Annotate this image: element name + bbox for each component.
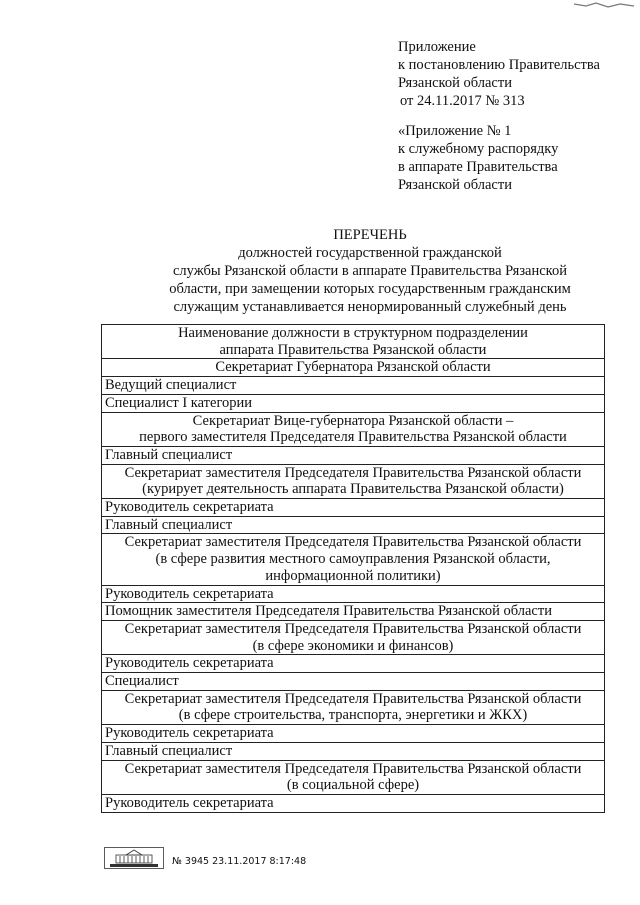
document-subtitle-line: должностей государственной гражданской [238, 245, 502, 261]
section-title-cell [102, 690, 605, 724]
section-row [102, 412, 605, 446]
position-name-cell [102, 603, 605, 621]
appendix-quote-line: к служебному распорядку [398, 141, 559, 157]
position-row [102, 673, 605, 691]
position-name-cell [102, 499, 605, 517]
table-header-cell [102, 325, 605, 359]
position-row [102, 794, 605, 812]
cell-text-line: Специалист [105, 673, 179, 690]
position-row [102, 725, 605, 743]
section-title-cell [102, 760, 605, 794]
position-row [102, 585, 605, 603]
section-row [102, 760, 605, 794]
section-title-cell [102, 534, 605, 585]
positions-table-body [102, 325, 605, 813]
position-row [102, 446, 605, 464]
cell-text-line: аппарата Правительства Рязанской области [219, 341, 487, 358]
cell-text-line: (в сфере экономики и финансов) [252, 637, 454, 654]
appendix-block [398, 38, 600, 194]
position-row [102, 499, 605, 517]
cell-text-line: Руководитель секретариата [105, 725, 274, 742]
document-heading [100, 226, 640, 316]
position-row [102, 655, 605, 673]
document-subtitle-line: области, при замещении которых государственным гражданским [169, 281, 571, 297]
scan-edge-mark [574, 2, 634, 8]
cell-text-line: (в сфере строительства, транспорта, энергетики и ЖКХ) [178, 707, 528, 724]
section-title-cell [102, 620, 605, 654]
position-name-cell [102, 742, 605, 760]
cell-text-line: Помощник заместителя Председателя Правительства Рязанской области [105, 603, 552, 620]
appendix-date: от 24.11.2017 № 313 [400, 93, 525, 109]
registration-stamp: № 3945 23.11.2017 8:17:48 [172, 856, 307, 867]
cell-text-line: Ведущий специалист [105, 377, 237, 394]
cell-text-line: Главный специалист [105, 446, 233, 463]
appendix-quote-line: «Приложение № 1 [398, 123, 512, 139]
position-row [102, 394, 605, 412]
cell-text-line: Секретариат заместителя Председателя Правительства Рязанской области [124, 690, 582, 707]
government-building-stamp [104, 847, 164, 869]
position-row [102, 603, 605, 621]
appendix-line: Рязанской области [398, 75, 512, 91]
position-name-cell [102, 725, 605, 743]
cell-text-line: Секретариат Губернатора Рязанской области [215, 359, 491, 376]
position-name-cell [102, 446, 605, 464]
position-row [102, 516, 605, 534]
cell-text-line: Секретариат Вице-губернатора Рязанской области – [192, 412, 514, 429]
cell-text-line: Руководитель секретариата [105, 585, 274, 602]
appendix-line: Приложение [398, 39, 476, 55]
cell-text-line: (курирует деятельность аппарата Правительства Рязанской области) [142, 481, 564, 498]
section-row [102, 690, 605, 724]
document-subtitle-line: службы Рязанской области в аппарате Правительства Рязанской [173, 263, 567, 279]
appendix-quote-line: в аппарате Правительства [398, 159, 558, 175]
position-name-cell [102, 673, 605, 691]
cell-text-line: Наименование должности в структурном подразделении [178, 325, 528, 341]
position-row [102, 742, 605, 760]
cell-text-line: Секретариат заместителя Председателя Правительства Рязанской области [124, 620, 582, 637]
cell-text-line: информационной политики) [265, 567, 441, 584]
cell-text-line: (в социальной сфере) [286, 777, 420, 794]
cell-text-line: (в сфере развития местного самоуправления Рязанской области, [155, 551, 551, 568]
section-row [102, 534, 605, 585]
section-row [102, 620, 605, 654]
appendix-line: к постановлению Правительства [398, 57, 600, 73]
cell-text-line: Секретариат заместителя Председателя Правительства Рязанской области [124, 534, 582, 551]
section-title-cell [102, 359, 605, 377]
cell-text-line: Специалист I категории [105, 394, 253, 411]
section-row [102, 359, 605, 377]
cell-text-line: Руководитель секретариата [105, 655, 274, 672]
position-row [102, 377, 605, 395]
cell-text-line: Секретариат заместителя Председателя Правительства Рязанской области [124, 464, 582, 481]
appendix-quote-line: Рязанской области [398, 177, 512, 193]
position-name-cell [102, 394, 605, 412]
position-name-cell [102, 585, 605, 603]
document-subtitle-line: служащим устанавливается ненормированный служебный день [173, 299, 567, 315]
cell-text-line: Главный специалист [105, 516, 233, 533]
document-title: ПЕРЕЧЕНЬ [333, 227, 407, 243]
position-name-cell [102, 794, 605, 812]
table-header-row [102, 325, 605, 359]
cell-text-line: первого заместителя Председателя Правительства Рязанской области [139, 429, 567, 446]
position-name-cell [102, 377, 605, 395]
section-title-cell [102, 464, 605, 498]
position-name-cell [102, 516, 605, 534]
positions-table [101, 324, 605, 813]
section-row [102, 464, 605, 498]
cell-text-line: Главный специалист [105, 742, 233, 759]
cell-text-line: Руководитель секретариата [105, 794, 274, 811]
section-title-cell [102, 412, 605, 446]
position-name-cell [102, 655, 605, 673]
cell-text-line: Руководитель секретариата [105, 499, 274, 516]
cell-text-line: Секретариат заместителя Председателя Правительства Рязанской области [124, 760, 582, 777]
footer [104, 845, 306, 869]
